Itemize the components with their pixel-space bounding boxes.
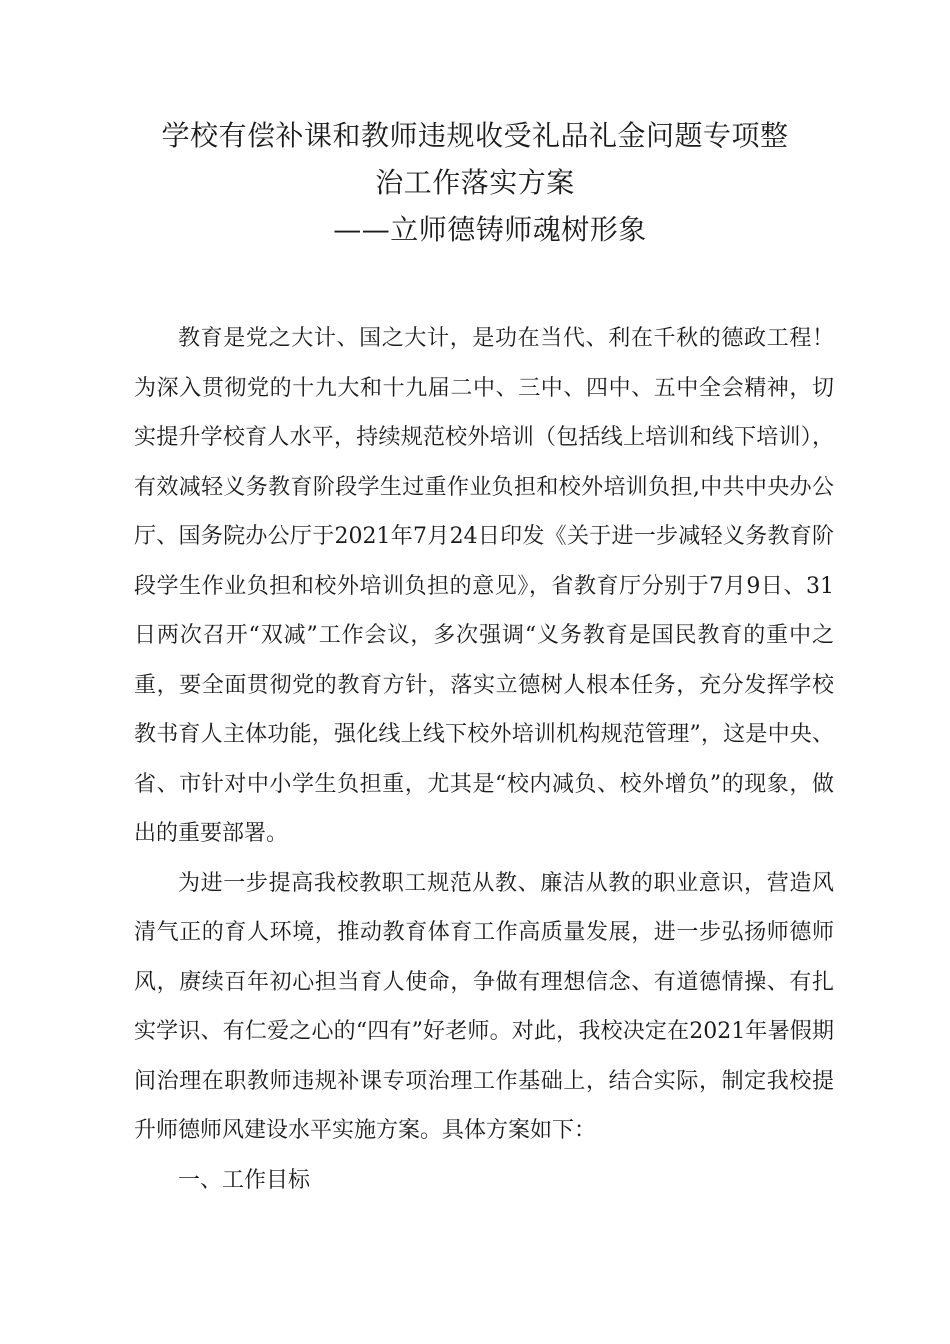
section-heading: 一、工作目标 <box>178 1167 311 1193</box>
paragraph-purpose: 为进一步提高我校教职工规范从教、廉洁从教的职业意识，营造风清气正的育人环境，推动教育体育工作高质量发展，进一步弘扬师德师风，赓续百年初心担当育人使命，争做有理想信念、有道德情操、有扎实学识、有仁爱之心的“四有”好老师。对此，我校决定在2021年暑假期间治理在职教师违规补课专项治理工作基础上，结合实际，制定我校提升师德师风建设水平实施方案。具体方案如下： <box>134 870 834 1143</box>
subtitle: ——立师德铸师魂树形象 <box>333 213 647 246</box>
title-line-1: 学校有偿补课和教师违规收受礼品礼金问题专项整 <box>161 119 789 152</box>
document-body <box>134 314 834 1205</box>
document-title <box>0 112 950 253</box>
paragraph-intro: 教育是党之大计、国之大计，是功在当代、利在千秋的德政工程！为深入贯彻党的十九大和十九届二中、三中、四中、五中全会精神，切实提升学校育人水平，持续规范校外培训（包括线上培训和线下培训），有效减轻义务教育阶段学生过重作业负担和校外培训负担,中共中央办公厅、国务院办公厅于2021年7月24日印发《关于进一步减轻义务教育阶段学生作业负担和校外培训负担的意见》，省教育厅分别于7月9日、31日两次召开“双减”工作会议，多次强调“义务教育是国民教育的重中之重，要全面贯彻党的教育方针，落实立德树人根本任务，充分发挥学校教书育人主体功能，强化线上线下校外培训机构规范管理”，这是中央、省、市针对中小学生负担重，尤其是“校内减负、校外增负”的现象，做出的重要部署。 <box>134 326 834 846</box>
title-line-2: 治工作落实方案 <box>375 166 575 199</box>
